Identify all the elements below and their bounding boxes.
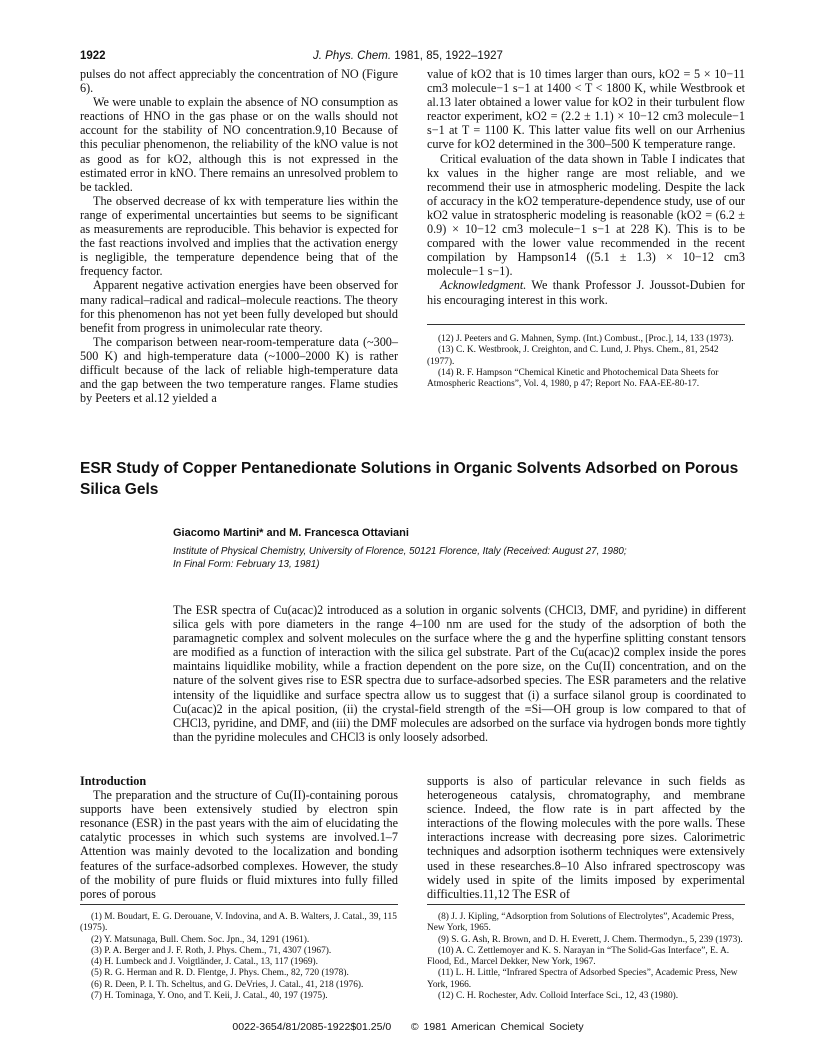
- reference-item: (14) R. F. Hampson “Chemical Kinetic and Photochemical Data Sheets for Atmospheric Reactions”, Vol. 4, 1980, p 47; Report No. FAA-EE-80-17.: [427, 367, 719, 390]
- reference-item: (12) J. Peeters and G. Mahnen, Symp. (Int.) Combust., [Proc.], 14, 133 (1973).: [438, 334, 734, 344]
- journal-name: J. Phys. Chem.: [313, 50, 392, 62]
- continued-right-column: [427, 67, 745, 307]
- introduction-right-column: [427, 774, 745, 901]
- affiliation: [173, 545, 763, 571]
- journal-citation: 1981, 85, 1922–1927: [394, 50, 503, 62]
- reference-item: (5) R. G. Herman and R. D. Flentge, J. Phys. Chem., 82, 720 (1978).: [91, 968, 349, 979]
- introduction-left-column: [80, 774, 398, 901]
- page-footer: [0, 1021, 816, 1033]
- footer-copyright: © 1981 American Chemical Society: [410, 1021, 584, 1033]
- paragraph: pulses do not affect appreciably the concentration of NO (Figure 6).: [80, 67, 398, 96]
- reference-item: (13) C. K. Westbrook, J. Creighton, and C. Lund, J. Phys. Chem., 81, 2542 (1977).: [427, 345, 719, 367]
- footer-code: 0022-3654/81/2085-1922$01.25/0: [232, 1021, 392, 1033]
- reference-item: (12) C. H. Rochester, Adv. Colloid Interface Sci., 12, 43 (1980).: [438, 991, 679, 1002]
- paragraph: The observed decrease of kx with temperature lies within the range of experimental uncertainties but seems to be significant as measurements are reproducible. This behavior is expected for the fast reactions involved and implies that the activation energy is negligible, the temperature dependence being that of the frequency factor.: [80, 193, 398, 279]
- reference-item: (11) L. H. Little, “Infrared Spectra of Adsorbed Species”, Academic Press, New York, 1966.: [427, 968, 738, 990]
- section-heading: Introduction: [80, 774, 147, 788]
- paragraph: Apparent negative activation energies have been observed for many radical–radical and radical–molecule reactions. The theory for this phenomenon has not yet been fully developed but should benefit from progress in unimolecular rate theory.: [80, 278, 398, 335]
- reference-item: (10) A. C. Zettlemoyer and K. S. Narayan in “The Solid-Gas Interface”, E. A. Flood, Ed., Marcel Dekker, New York, 1967.: [427, 945, 730, 968]
- reference-divider: [427, 324, 745, 325]
- reference-list: [80, 912, 398, 1002]
- article-title-line: ESR Study of Copper Pentanedionate Solutions in Organic Solvents Adsorbed on Porous: [80, 460, 739, 477]
- acknowledgment-label: Acknowledgment.: [440, 278, 527, 293]
- reference-item: (1) M. Boudart, E. G. Derouane, V. Indovina, and A. B. Walters, J. Catal., 39, 115 (1975).: [80, 912, 397, 934]
- reference-divider: [80, 904, 398, 905]
- reference-list: [427, 334, 745, 390]
- paragraph: We were unable to explain the absence of NO consumption as reactions of HNO in the gas phase or on the walls should not account for the stability of NO concentration.9,10 Because of this peculiar phenomenon, the reliability of the kNO value is not as good as for kO2, although this is not expressed in the estimated error in kNO. There remains an unresolved problem to be tackled.: [80, 95, 398, 194]
- article-title: [80, 458, 760, 500]
- paragraph: The comparison between near-room-temperature data (~300–500 K) and high-temperature data (~1000–2000 K) is rather difficult because of the lack of reliable high-temperature data and the gap between the two temperature ranges. Flame studies by Peeters et al.12 yielded a: [80, 334, 398, 406]
- running-header: [0, 50, 816, 62]
- affiliation-line: In Final Form: February 13, 1981): [173, 559, 320, 570]
- reference-divider: [427, 904, 745, 905]
- reference-item: (2) Y. Matsunaga, Bull. Chem. Soc. Jpn., 34, 1291 (1961).: [91, 934, 310, 945]
- article-authors: Giacomo Martini* and M. Francesca Ottaviani: [173, 527, 409, 539]
- reference-list: [427, 912, 745, 1002]
- reference-item: (9) S. G. Ash, R. Brown, and D. H. Everett, J. Chem. Thermodyn., 5, 239 (1973).: [438, 934, 743, 945]
- reference-item: (4) H. Lumbeck and J. Voigtländer, J. Catal., 13, 117 (1969).: [91, 957, 319, 968]
- acknowledgment-text: We thank Professor J. Joussot-Dubien for his encouraging interest in this work.: [427, 278, 745, 307]
- paragraph: value of kO2 that is 10 times larger than ours, kO2 = 5 × 10−11 cm3 molecule−1 s−1 at 1400 < T < 1800 K, while Westbrook et al.13 later obtained a lower value for kO2 in their turbulent flow reactor experiment, kO2 = (2.2 ± 1.1) × 10−12 cm3 molecule−1 s−1 at T = 1100 K. This latter value fits well on our Arrhenius curve for kO2 determined in the 300–500 K temperature range.: [427, 67, 745, 152]
- reference-item: (3) P. A. Berger and J. F. Roth, J. Phys. Chem., 71, 4307 (1967).: [91, 945, 332, 956]
- reference-item: (7) H. Tominaga, Y. Ono, and T. Keii, J. Catal., 40, 197 (1975).: [91, 991, 328, 1002]
- reference-item: (6) R. Deen, P. I. Th. Scheltus, and G. DeVries, J. Catal., 41, 218 (1976).: [91, 979, 364, 990]
- article-title-line: Silica Gels: [80, 481, 159, 498]
- abstract: The ESR spectra of Cu(acac)2 introduced as a solution in organic solvents (CHCl3, DMF, and pyridine) in different silica gels with pore diameters in the range 4–100 nm are used for the study of the adsorption of both the paramagnetic complex and solvent molecules on the surface where the g and the hyperfine splitting constant tensors are modified as a function of interaction with the silica gel substrate. Part of the Cu(acac)2 complex inside the pores maintains liquidlike mobility, while a fraction dependent on the pore size, on the Cu(II) concentration, and on the nature of the solvent gives rise to ESR spectra due to surface-adsorbed species. The ESR parameters and the relative intensity of the liquidlike and surface spectra allow us to suggest that (i) a surface silanol group is coordinated to Cu(acac)2 in the apical position, (ii) the crystal-field strength of the ≡Si—OH group is low compared to that of CHCl3, pyridine, and DMF, and (iii) the DMF molecules are adsorbed on the surface via hydrogen bonds more tightly than the pyridine molecules and CHCl3 is only loosely adsorbed.: [173, 603, 746, 744]
- acknowledgment: [427, 278, 745, 306]
- reference-item: (8) J. J. Kipling, “Adsorption from Solutions of Electrolytes”, Academic Press, New York, 1965.: [427, 912, 735, 934]
- paragraph: supports is also of particular relevance in such fields as heterogeneous catalysis, chromatography, and membrane science. Indeed, the flow rate is in part affected by the interactions of the flowing molecules with the pore walls. These interactions increase with decreasing pore sizes. Calorimetric techniques and adsorption isotherm techniques were extensively used in these researches.8–10 Also infrared spectroscopy was widely used in spite of the limits imposed by experimental difficulties.11,12 The ESR of: [427, 774, 745, 901]
- paragraph: The preparation and the structure of Cu(II)-containing porous supports have been extensively studied by electron spin resonance (ESR) in the past years with the aim of elucidating the catalytic processes in which such systems are involved.1–7 Attention was mainly devoted to the localization and bonding features of the surface-adsorbed complexes. However, the study of the mobility of pure fluids or fluid mixtures into fully filled pores of porous: [80, 788, 398, 901]
- page-number: 1922: [80, 50, 106, 62]
- paragraph: Critical evaluation of the data shown in Table I indicates that kx values in the higher range are most reliable, and we recommend their use in atmospheric modeling. Despite the lack of accuracy in the kO2 temperature-dependence study, use of our kO2 value in stratospheric modeling is reasonable (kO2 = (6.2 ± 0.9) × 10−12 cm3 molecule−1 s−1 at 228 K). This is to be compared with the lower value recommended in the recent compilation by Hampson14 ((5.1 ± 1.3) × 10−12 cm3 molecule−1 s−1).: [427, 151, 745, 279]
- continued-left-column: [80, 67, 398, 405]
- affiliation-line: Institute of Physical Chemistry, University of Florence, 50121 Florence, Italy (Received: August 27, 1980;: [173, 546, 627, 557]
